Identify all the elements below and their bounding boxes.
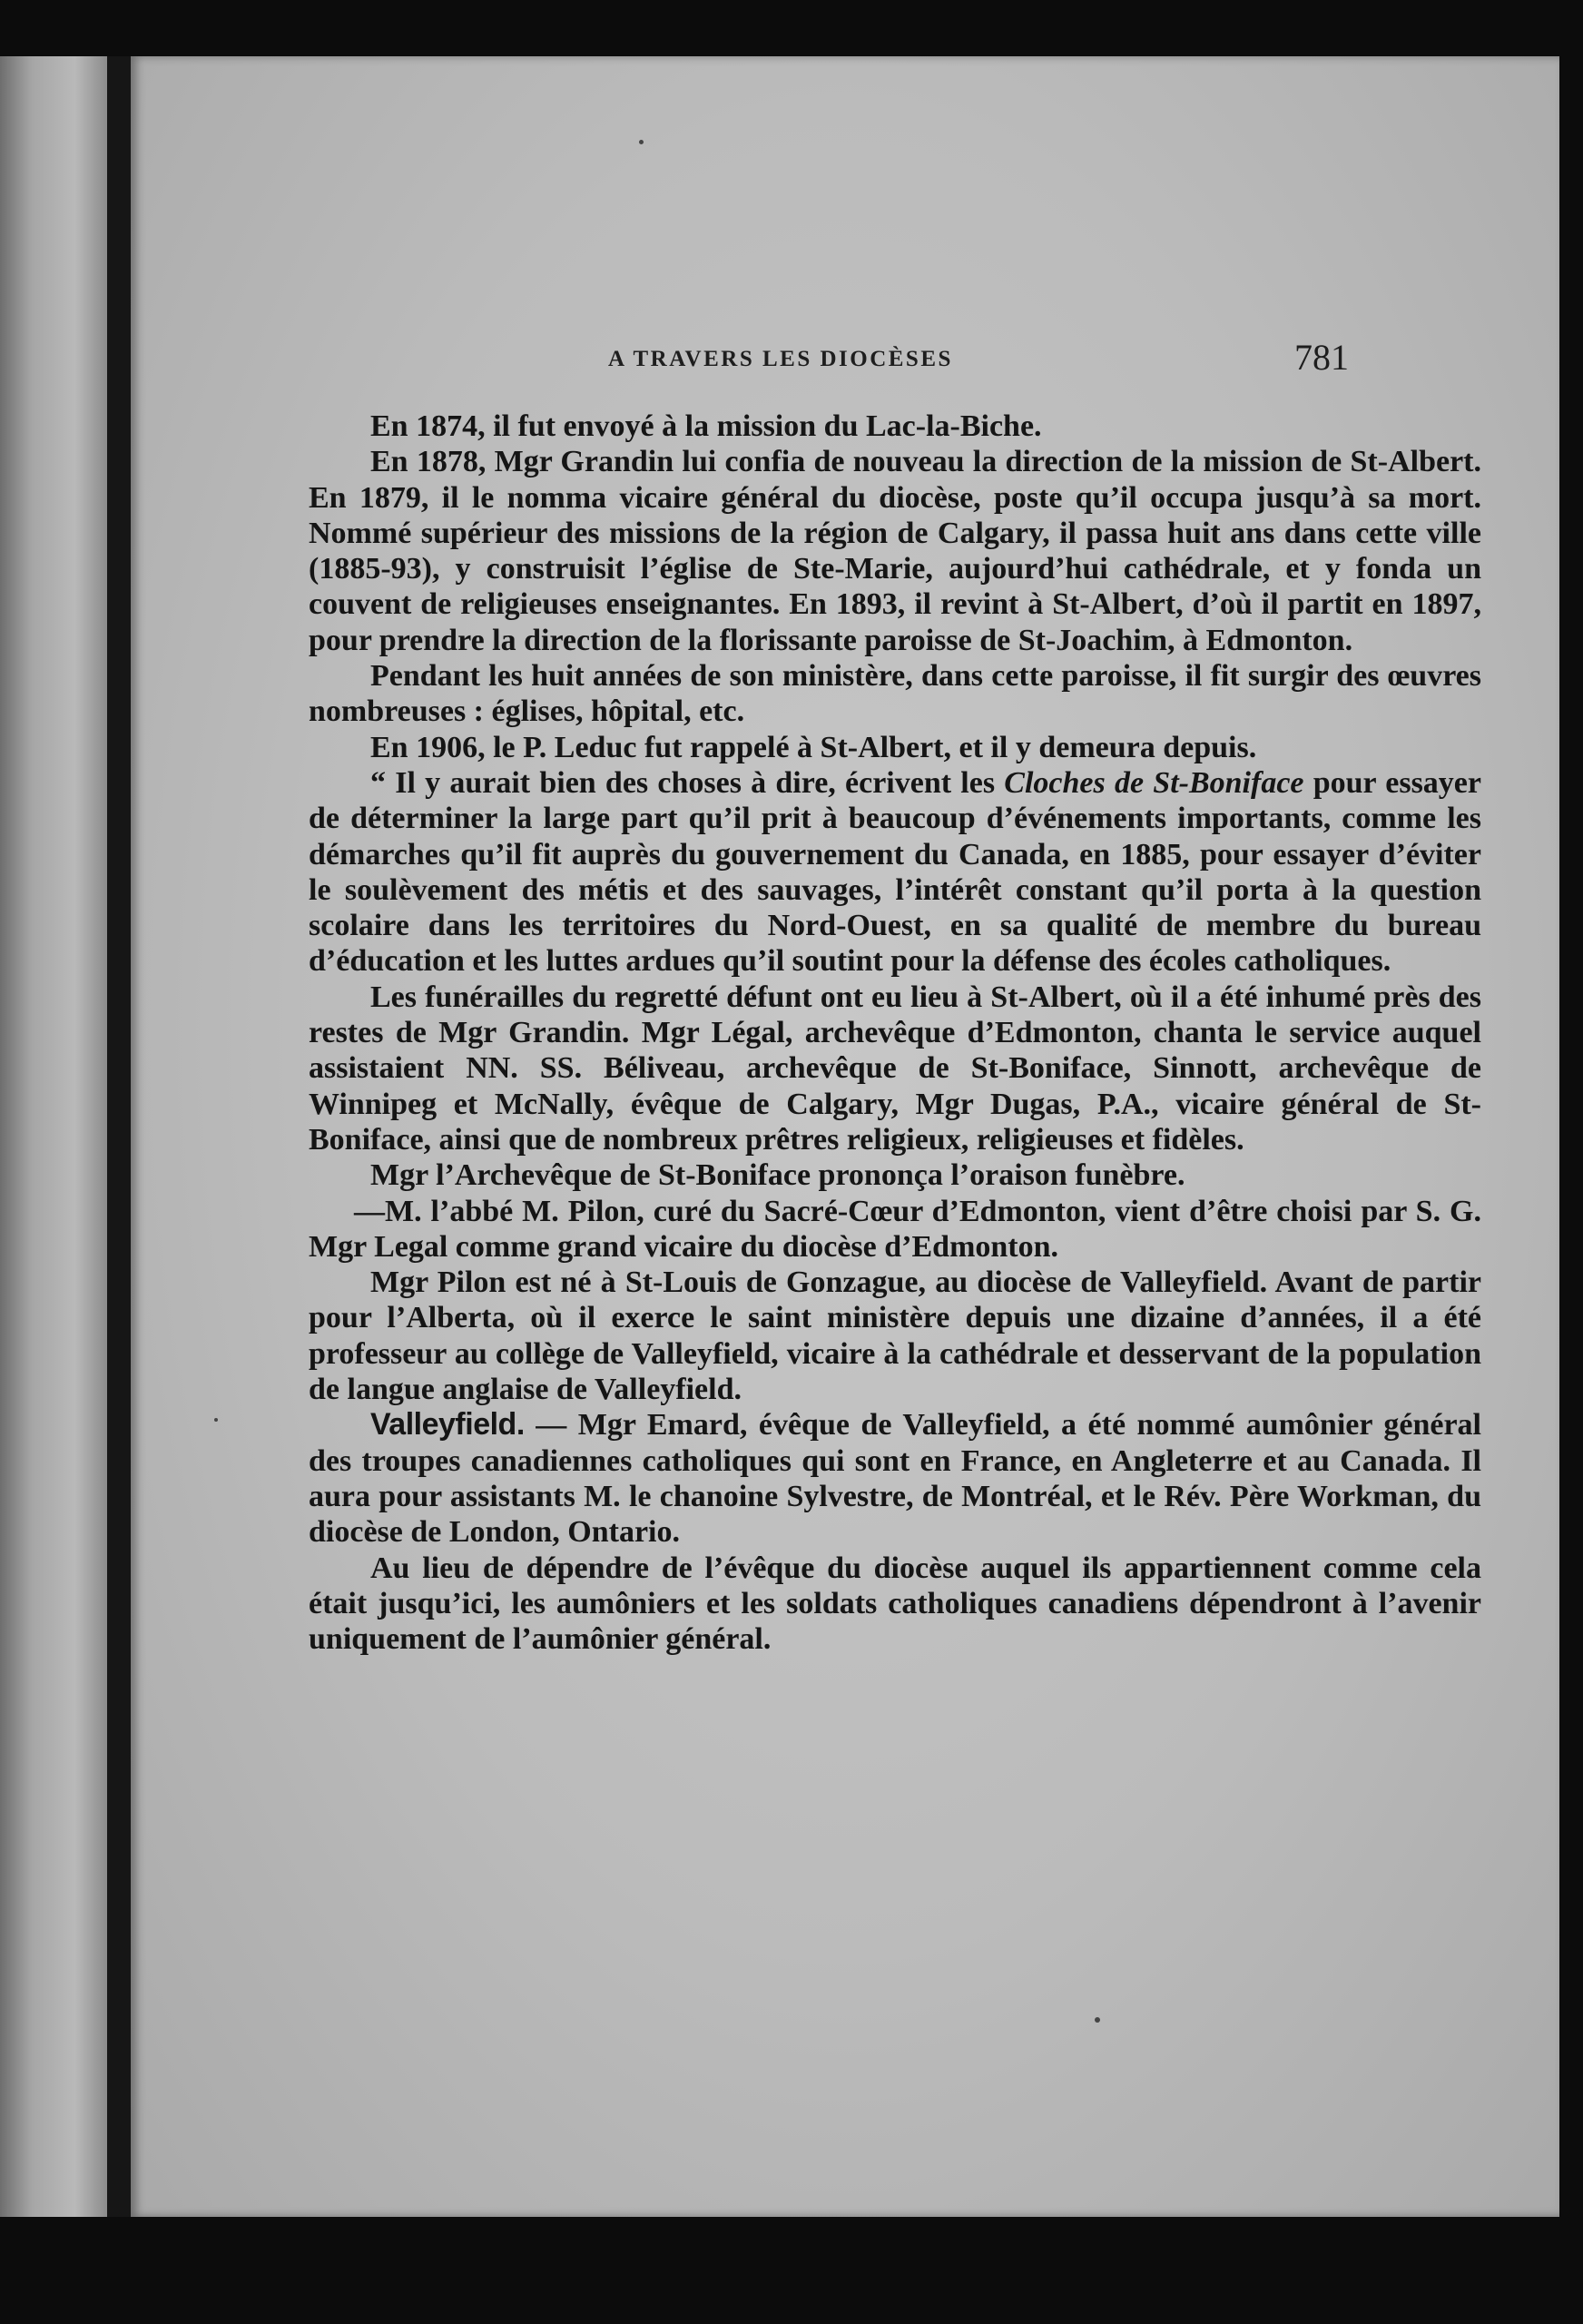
paper-speck <box>639 140 644 144</box>
paragraph-3: Pendant les huit années de son ministère, dans cette paroisse, il fit surgir des œuvres nombreuses : églises, hôpital, etc. <box>309 659 1481 729</box>
paragraph-11: Au lieu de dépendre de l’évêque du diocèse auquel ils appartiennent comme cela était jusqu’ici, les aumôniers et les soldats catholiques canadiens dépendront à l’avenir uniquement de l’aumônier général. <box>309 1551 1481 1657</box>
section-heading-valleyfield: Valleyfield. <box>370 1407 525 1443</box>
paragraph-2: En 1878, Mgr Grandin lui confia de nouveau la direction de la mission de St-Albert. En 1879, il le nomma vicaire général du diocèse, poste qu’il occupa jusqu’à sa mort. Nommé supérieur des missions de la région de Calgary, il passa huit ans dans cette ville (1885-93), y construisit l’église de Ste-Marie, aujourd’hui cathédrale, et y fonda un couvent de religieuses enseignantes. En 1893, il revint à St-Albert, d’où il partit en 1897, pour prendre la direction de la florissante paroisse de St-Joachim, à Edmonton. <box>309 445 1481 657</box>
paragraph-4: En 1906, le P. Leduc fut rappelé à St-Albert, et il y demeura depuis. <box>370 730 1257 764</box>
paragraph-5 <box>309 765 1481 980</box>
paragraph-7: Mgr l’Archevêque de St-Boniface prononça l’oraison funèbre. <box>370 1158 1185 1193</box>
page-body <box>309 409 1481 1657</box>
paragraph-6: Les funérailles du regretté défunt ont eu lieu à St-Albert, où il a été inhumé près des restes de Mgr Grandin. Mgr Légal, archevêque d’Edmonton, chanta le service auquel assistaient NN. SS. Béliveau, archevêque de St-Boniface, Sinnott, archevêque de Winnipeg et McNally, évêque de Calgary, Mgr Dugas, P.A., vicaire général de St-Boniface, ainsi que de nombreux prêtres religieux, religieuses et fidèles. <box>309 980 1481 1157</box>
paper-speck <box>1095 2017 1100 2023</box>
paragraph-8: —M. l’abbé M. Pilon, curé du Sacré-Cœur d’Edmonton, vient d’être choisi par S. G. Mgr Legal comme grand vicaire du diocèse d’Edmonton. <box>309 1194 1481 1264</box>
running-header <box>131 336 1559 390</box>
page-number: 781 <box>1294 337 1349 378</box>
quote-end: pour essayer de déterminer la large part qu’il prit à beaucoup d’événements importants, comme les démarches qu’il fit auprès du gouvernement du Canada, en 1885, pour essayer d’éviter le soulèvement des métis et des sauvages, l’intérêt constant qu’il porta à la question scolaire dans les territoires du Nord-Ouest, en sa qualité de membre du bureau d’éducation et les luttes ardues qu’il soutint pour la défense des écoles catholiques. <box>309 765 1481 979</box>
page-gutter <box>107 56 131 2217</box>
left-page-edge <box>0 56 107 2217</box>
valleyfield-text: — Mgr Emard, évêque de Valleyfield, a été nommé aumônier général des troupes canadiennes catholiques qui sont en France, en Angleterre et au Canada. Il aura pour assistants M. le chanoine Sylvestre, de Montréal, et le Rév. Père Workman, du diocèse de London, Ontario. <box>309 1408 1481 1550</box>
paper-speck <box>214 1418 218 1422</box>
running-title: A TRAVERS LES DIOCÈSES <box>608 347 953 371</box>
book-page <box>131 56 1559 2217</box>
paragraph-1: En 1874, il fut envoyé à la mission du Lac-la-Biche. <box>370 409 1042 443</box>
publication-title: Cloches de St-Boniface <box>1004 765 1304 800</box>
paragraph-9: Mgr Pilon est né à St-Louis de Gonzague, au diocèse de Valleyfield. Avant de partir pour l’Alberta, où il exerce le saint ministère depuis une dizaine d’années, il a été professeur au collège de Valleyfield, vicaire à la cathédrale et desservant de la population de langue anglaise de Valleyfield. <box>309 1265 1481 1407</box>
quote-start: “ Il y aurait bien des choses à dire, écrivent les <box>370 765 1005 800</box>
paragraph-10 <box>309 1407 1481 1550</box>
